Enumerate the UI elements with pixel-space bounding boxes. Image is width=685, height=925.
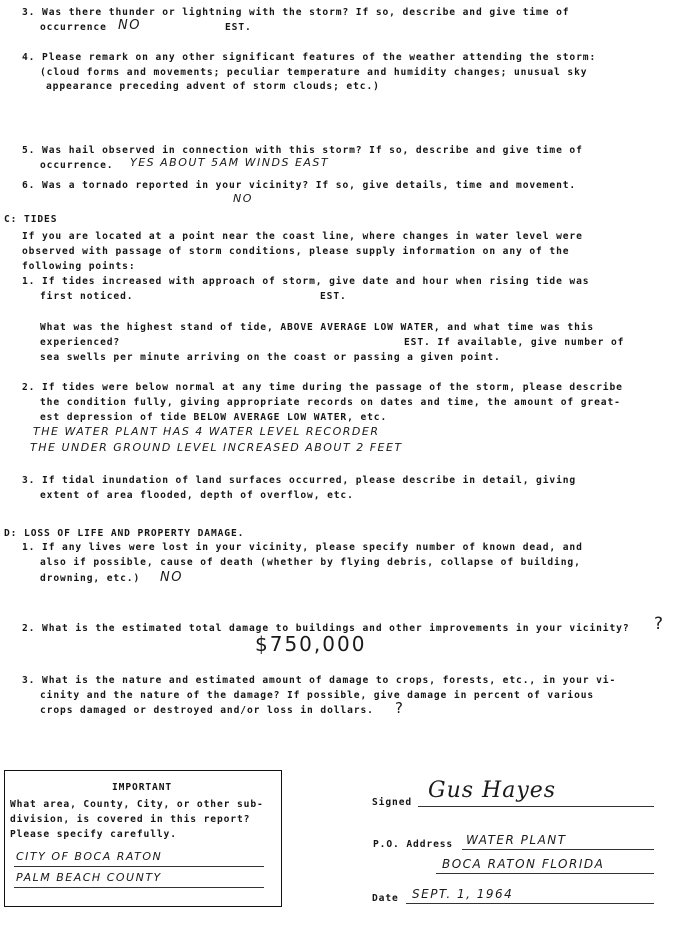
tides-highest-stand-1: What was the highest stand of tide, ABOVE AVERAGE LOW WATER, and what time was this <box>40 322 595 333</box>
loss-q2-answer: $750,000 <box>255 632 367 656</box>
q3-text: 3. Was there thunder or lightning with the storm? If so, describe and give time of <box>22 7 570 18</box>
tides-heading: C: TIDES <box>4 214 58 225</box>
loss-q1-text-2: also if possible, cause of death (whether by flying debris, collapse of building, <box>40 557 581 568</box>
q4-text-1: 4. Please remark on any other significant features of the weather attending the storm: <box>22 52 597 63</box>
tides-highest-stand-3: sea swells per minute arriving on the coast or passing a given point. <box>40 352 501 363</box>
loss-q1-text-1: 1. If any lives were lost in your vicinity, please specify number of known dead, and <box>22 542 583 553</box>
tides-q2-answer-2: THE UNDER GROUND LEVEL INCREASED ABOUT 2 FEET <box>30 441 403 454</box>
tides-intro-1: If you are located at a point near the coast line, where changes in water level were <box>22 231 583 242</box>
address-value-2: BOCA RATON FLORIDA <box>442 857 605 871</box>
q5-text: 5. Was hail observed in connection with this storm? If so, describe and give time of <box>22 145 583 156</box>
q4-text-3: appearance preceding advent of storm clouds; etc.) <box>46 81 380 92</box>
tides-q2-answer-1: THE WATER PLANT HAS 4 WATER LEVEL RECORDER <box>33 425 380 438</box>
date-value: SEPT. 1, 1964 <box>412 887 514 901</box>
tides-q3-text-1: 3. If tidal inundation of land surfaces occurred, please describe in detail, giving <box>22 475 577 486</box>
tides-q3-text-2: extent of area flooded, depth of overflow, etc. <box>40 490 354 501</box>
tides-intro-3: following points: <box>22 261 136 272</box>
q4-text-2: (cloud forms and movements; peculiar temperature and humidity changes; unusual sky <box>40 67 588 78</box>
signed-line <box>418 806 654 807</box>
address-value-1: WATER PLANT <box>466 833 567 847</box>
q6-answer: NO <box>233 192 253 205</box>
signed-label: Signed <box>372 797 413 808</box>
important-answer-2: PALM BEACH COUNTY <box>16 871 162 884</box>
loss-q1-answer: NO <box>160 570 183 585</box>
tides-q1-text: 1. If tides increased with approach of storm, give date and hour when rising tide was <box>22 276 590 287</box>
q6-text: 6. Was a tornado reported in your vicinity? If so, give details, time and movement. <box>22 180 577 191</box>
tides-q2-text-2: the condition fully, giving appropriate records on dates and time, the amount of great- <box>40 397 621 408</box>
loss-q1-text-3: drowning, etc.) <box>40 573 141 584</box>
loss-q3-answer: ? <box>395 699 405 717</box>
important-text-3: Please specify carefully. <box>10 829 177 840</box>
tides-q1-est: EST. <box>320 291 347 302</box>
q3-answer: NO <box>118 18 141 33</box>
loss-q3-text-2: cinity and the nature of the damage? If possible, give damage in percent of various <box>40 690 595 701</box>
tides-highest-stand-2a: experienced? <box>40 337 121 348</box>
loss-q3-text-1: 3. What is the nature and estimated amount of damage to crops, forests, etc., in your vi- <box>22 675 617 686</box>
address-line-1 <box>462 849 654 850</box>
loss-q2-mark: ? <box>654 614 665 634</box>
loss-q3-text-3: crops damaged or destroyed and/or loss in dollars. <box>40 705 374 716</box>
loss-heading: D: LOSS OF LIFE AND PROPERTY DAMAGE. <box>4 528 245 539</box>
q5-label: occurrence. <box>40 160 114 171</box>
address-label: P.O. Address <box>373 839 454 850</box>
tides-q1-label: first noticed. <box>40 291 134 302</box>
important-title: IMPORTANT <box>112 782 173 793</box>
signed-value: Gus Hayes <box>428 778 557 803</box>
important-text-2: division, is covered in this report? <box>10 814 251 825</box>
tides-highest-stand-2b: EST. If available, give number of <box>404 337 625 348</box>
address-line-2 <box>436 873 654 874</box>
q3-est: EST. <box>225 22 252 33</box>
tides-intro-2: observed with passage of storm conditions, please supply information on any of the <box>22 246 570 257</box>
q3-label: occurrence <box>40 22 107 33</box>
important-answer-line-1 <box>14 866 264 867</box>
date-line <box>406 903 654 904</box>
tides-q2-text-1: 2. If tides were below normal at any time during the passage of the storm, please describe <box>22 382 623 393</box>
important-text-1: What area, County, City, or other sub- <box>10 799 264 810</box>
loss-q2-text: 2. What is the estimated total damage to buildings and other improvements in your vicinity? <box>22 623 630 634</box>
q5-answer: YES ABOUT 5AM WINDS EAST <box>130 156 330 169</box>
important-answer-1: CITY OF BOCA RATON <box>16 850 163 863</box>
important-answer-line-2 <box>14 887 264 888</box>
tides-q2-text-3: est depression of tide BELOW AVERAGE LOW WATER, etc. <box>40 412 388 423</box>
date-label: Date <box>372 893 399 904</box>
